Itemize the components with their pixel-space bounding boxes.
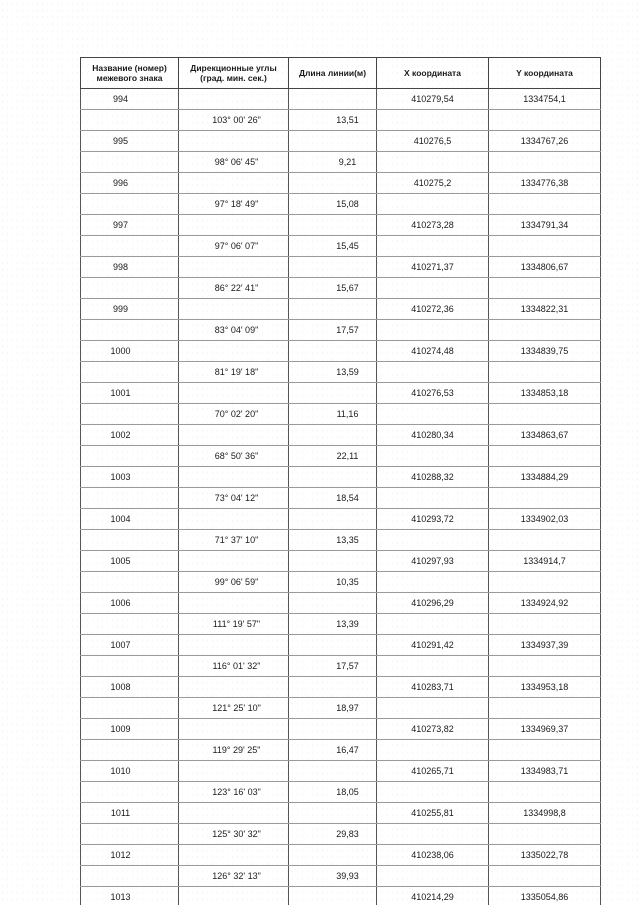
table-row-mark <box>81 257 601 278</box>
mark-name-cell: 1010 <box>81 761 179 782</box>
line-length-cell <box>289 719 377 740</box>
table-row-segment <box>81 278 601 299</box>
table-row-mark <box>81 467 601 488</box>
x-coordinate-cell: 410273,82 <box>377 719 489 740</box>
line-length-cell: 17,57 <box>289 656 377 677</box>
mark-name-cell: 1005 <box>81 551 179 572</box>
table-row-segment <box>81 572 601 593</box>
mark-name-cell: 1004 <box>81 509 179 530</box>
line-length-cell: 15,67 <box>289 278 377 299</box>
x-coordinate-cell <box>377 236 489 257</box>
x-coordinate-cell: 410273,28 <box>377 215 489 236</box>
x-coordinate-cell <box>377 782 489 803</box>
line-length-cell <box>289 593 377 614</box>
direction-angle-cell <box>179 551 289 572</box>
x-coordinate-cell <box>377 572 489 593</box>
x-coordinate-cell <box>377 110 489 131</box>
y-coordinate-cell <box>489 656 601 677</box>
table-row-segment <box>81 236 601 257</box>
table-row-segment <box>81 446 601 467</box>
direction-angle-cell: 126° 32' 13" <box>179 866 289 887</box>
y-coordinate-cell: 1334924,92 <box>489 593 601 614</box>
y-coordinate-cell: 1334884,29 <box>489 467 601 488</box>
table-row-segment <box>81 698 601 719</box>
table-row-mark <box>81 719 601 740</box>
line-length-cell <box>289 425 377 446</box>
coordinates-table <box>80 57 601 905</box>
direction-angle-cell <box>179 257 289 278</box>
table-row-segment <box>81 614 601 635</box>
table-row-mark <box>81 131 601 152</box>
x-coordinate-cell <box>377 488 489 509</box>
y-coordinate-cell: 1334863,67 <box>489 425 601 446</box>
y-coordinate-cell: 1334776,38 <box>489 173 601 194</box>
y-coordinate-cell <box>489 698 601 719</box>
header-line-length: Длина линии(м) <box>289 58 377 89</box>
header-mark-name: Название (номер) межевого знака <box>81 58 179 89</box>
table-row-segment <box>81 824 601 845</box>
table-row-segment <box>81 152 601 173</box>
line-length-cell <box>289 467 377 488</box>
line-length-cell <box>289 89 377 110</box>
x-coordinate-cell <box>377 362 489 383</box>
direction-angle-cell <box>179 131 289 152</box>
table-row-segment <box>81 530 601 551</box>
table-body <box>81 89 601 905</box>
line-length-cell <box>289 383 377 404</box>
direction-angle-cell <box>179 467 289 488</box>
table-row-mark <box>81 89 601 110</box>
line-length-cell <box>289 887 377 905</box>
line-length-cell: 13,39 <box>289 614 377 635</box>
table-row-segment <box>81 404 601 425</box>
line-length-cell: 16,47 <box>289 740 377 761</box>
x-coordinate-cell: 410291,42 <box>377 635 489 656</box>
line-length-cell: 22,11 <box>289 446 377 467</box>
direction-angle-cell: 99° 06' 59" <box>179 572 289 593</box>
mark-name-cell <box>81 824 179 845</box>
direction-angle-cell: 98° 06' 45" <box>179 152 289 173</box>
direction-angle-cell <box>179 845 289 866</box>
direction-angle-cell <box>179 425 289 446</box>
mark-name-cell: 1002 <box>81 425 179 446</box>
table-row-mark <box>81 593 601 614</box>
table-row-segment <box>81 866 601 887</box>
y-coordinate-cell: 1334914,7 <box>489 551 601 572</box>
y-coordinate-cell <box>489 446 601 467</box>
mark-name-cell <box>81 656 179 677</box>
mark-name-cell: 996 <box>81 173 179 194</box>
x-coordinate-cell <box>377 866 489 887</box>
mark-name-cell: 1000 <box>81 341 179 362</box>
mark-name-cell <box>81 488 179 509</box>
table-row-mark <box>81 173 601 194</box>
line-length-cell <box>289 257 377 278</box>
line-length-cell <box>289 173 377 194</box>
x-coordinate-cell: 410271,37 <box>377 257 489 278</box>
line-length-cell <box>289 215 377 236</box>
y-coordinate-cell: 1335022,78 <box>489 845 601 866</box>
line-length-cell: 11,16 <box>289 404 377 425</box>
mark-name-cell: 1007 <box>81 635 179 656</box>
y-coordinate-cell: 1334902,03 <box>489 509 601 530</box>
y-coordinate-cell: 1334953,18 <box>489 677 601 698</box>
mark-name-cell <box>81 740 179 761</box>
direction-angle-cell: 119° 29' 25" <box>179 740 289 761</box>
line-length-cell <box>289 509 377 530</box>
table-row-mark <box>81 509 601 530</box>
direction-angle-cell: 121° 25' 10" <box>179 698 289 719</box>
direction-angle-cell <box>179 299 289 320</box>
line-length-cell: 39,93 <box>289 866 377 887</box>
mark-name-cell <box>81 530 179 551</box>
x-coordinate-cell: 410276,5 <box>377 131 489 152</box>
y-coordinate-cell <box>489 404 601 425</box>
line-length-cell: 13,35 <box>289 530 377 551</box>
x-coordinate-cell: 410238,06 <box>377 845 489 866</box>
mark-name-cell: 1013 <box>81 887 179 905</box>
table-row-segment <box>81 488 601 509</box>
direction-angle-cell <box>179 593 289 614</box>
direction-angle-cell: 81° 19' 18" <box>179 362 289 383</box>
line-length-cell: 18,54 <box>289 488 377 509</box>
line-length-cell <box>289 761 377 782</box>
y-coordinate-cell: 1334806,67 <box>489 257 601 278</box>
line-length-cell <box>289 551 377 572</box>
y-coordinate-cell: 1334937,39 <box>489 635 601 656</box>
mark-name-cell <box>81 194 179 215</box>
table-row-mark <box>81 635 601 656</box>
x-coordinate-cell: 410297,93 <box>377 551 489 572</box>
y-coordinate-cell: 1334754,1 <box>489 89 601 110</box>
table-header-row <box>81 58 601 89</box>
direction-angle-cell <box>179 887 289 905</box>
x-coordinate-cell: 410265,71 <box>377 761 489 782</box>
table-row-mark <box>81 761 601 782</box>
direction-angle-cell: 116° 01' 32" <box>179 656 289 677</box>
table-row-mark <box>81 425 601 446</box>
direction-angle-cell <box>179 215 289 236</box>
table-row-segment <box>81 782 601 803</box>
direction-angle-cell <box>179 677 289 698</box>
mark-name-cell: 1009 <box>81 719 179 740</box>
y-coordinate-cell <box>489 236 601 257</box>
mark-name-cell <box>81 446 179 467</box>
line-length-cell <box>289 803 377 824</box>
mark-name-cell <box>81 362 179 383</box>
y-coordinate-cell <box>489 194 601 215</box>
direction-angle-cell: 86° 22' 41" <box>179 278 289 299</box>
x-coordinate-cell: 410275,2 <box>377 173 489 194</box>
direction-angle-cell: 125° 30' 32" <box>179 824 289 845</box>
header-direction-angle: Дирекционные углы (град. мин. сек.) <box>179 58 289 89</box>
y-coordinate-cell <box>489 278 601 299</box>
x-coordinate-cell: 410293,72 <box>377 509 489 530</box>
line-length-cell: 13,59 <box>289 362 377 383</box>
direction-angle-cell <box>179 761 289 782</box>
table-row-mark <box>81 341 601 362</box>
table-row-segment <box>81 194 601 215</box>
x-coordinate-cell: 410255,81 <box>377 803 489 824</box>
x-coordinate-cell <box>377 656 489 677</box>
direction-angle-cell <box>179 173 289 194</box>
line-length-cell <box>289 341 377 362</box>
x-coordinate-cell <box>377 446 489 467</box>
y-coordinate-cell: 1334998,8 <box>489 803 601 824</box>
y-coordinate-cell: 1334839,75 <box>489 341 601 362</box>
x-coordinate-cell <box>377 698 489 719</box>
line-length-cell <box>289 131 377 152</box>
y-coordinate-cell <box>489 614 601 635</box>
direction-angle-cell <box>179 383 289 404</box>
line-length-cell: 18,05 <box>289 782 377 803</box>
mark-name-cell: 1008 <box>81 677 179 698</box>
table-row-mark <box>81 551 601 572</box>
y-coordinate-cell: 1335054,86 <box>489 887 601 905</box>
direction-angle-cell <box>179 509 289 530</box>
table-row-segment <box>81 656 601 677</box>
mark-name-cell: 997 <box>81 215 179 236</box>
mark-name-cell: 1006 <box>81 593 179 614</box>
direction-angle-cell: 111° 19' 57" <box>179 614 289 635</box>
y-coordinate-cell <box>489 740 601 761</box>
header-x-coordinate: X координата <box>377 58 489 89</box>
x-coordinate-cell: 410276,53 <box>377 383 489 404</box>
table-row-segment <box>81 740 601 761</box>
x-coordinate-cell: 410283,71 <box>377 677 489 698</box>
x-coordinate-cell <box>377 278 489 299</box>
y-coordinate-cell <box>489 152 601 173</box>
mark-name-cell: 994 <box>81 89 179 110</box>
direction-angle-cell: 97° 18' 49" <box>179 194 289 215</box>
y-coordinate-cell: 1334969,37 <box>489 719 601 740</box>
x-coordinate-cell: 410280,34 <box>377 425 489 446</box>
x-coordinate-cell: 410214,29 <box>377 887 489 905</box>
x-coordinate-cell: 410272,36 <box>377 299 489 320</box>
mark-name-cell <box>81 866 179 887</box>
x-coordinate-cell: 410279,54 <box>377 89 489 110</box>
x-coordinate-cell <box>377 614 489 635</box>
x-coordinate-cell <box>377 152 489 173</box>
y-coordinate-cell: 1334853,18 <box>489 383 601 404</box>
direction-angle-cell: 71° 37' 10" <box>179 530 289 551</box>
direction-angle-cell: 123° 16' 03" <box>179 782 289 803</box>
direction-angle-cell: 83° 04' 09" <box>179 320 289 341</box>
mark-name-cell <box>81 782 179 803</box>
direction-angle-cell <box>179 719 289 740</box>
x-coordinate-cell: 410274,48 <box>377 341 489 362</box>
table-row-mark <box>81 299 601 320</box>
mark-name-cell <box>81 152 179 173</box>
direction-angle-cell <box>179 635 289 656</box>
y-coordinate-cell <box>489 530 601 551</box>
x-coordinate-cell <box>377 824 489 845</box>
line-length-cell <box>289 299 377 320</box>
line-length-cell: 13,51 <box>289 110 377 131</box>
y-coordinate-cell <box>489 488 601 509</box>
y-coordinate-cell: 1334822,31 <box>489 299 601 320</box>
mark-name-cell <box>81 404 179 425</box>
y-coordinate-cell <box>489 824 601 845</box>
mark-name-cell: 1011 <box>81 803 179 824</box>
direction-angle-cell <box>179 89 289 110</box>
table-row-segment <box>81 110 601 131</box>
y-coordinate-cell: 1334791,34 <box>489 215 601 236</box>
y-coordinate-cell <box>489 572 601 593</box>
table-row-segment <box>81 320 601 341</box>
x-coordinate-cell <box>377 530 489 551</box>
direction-angle-cell: 97° 06' 07" <box>179 236 289 257</box>
mark-name-cell <box>81 698 179 719</box>
x-coordinate-cell <box>377 740 489 761</box>
direction-angle-cell: 73° 04' 12" <box>179 488 289 509</box>
line-length-cell <box>289 845 377 866</box>
mark-name-cell <box>81 572 179 593</box>
mark-name-cell <box>81 320 179 341</box>
table-row-mark <box>81 803 601 824</box>
table-row-mark <box>81 383 601 404</box>
x-coordinate-cell <box>377 320 489 341</box>
y-coordinate-cell <box>489 362 601 383</box>
table-row-mark <box>81 887 601 905</box>
y-coordinate-cell: 1334983,71 <box>489 761 601 782</box>
direction-angle-cell: 103° 00' 26" <box>179 110 289 131</box>
y-coordinate-cell <box>489 866 601 887</box>
direction-angle-cell <box>179 341 289 362</box>
line-length-cell: 9,21 <box>289 152 377 173</box>
y-coordinate-cell <box>489 110 601 131</box>
mark-name-cell <box>81 110 179 131</box>
line-length-cell: 29,83 <box>289 824 377 845</box>
mark-name-cell: 995 <box>81 131 179 152</box>
table-row-segment <box>81 362 601 383</box>
line-length-cell <box>289 677 377 698</box>
mark-name-cell <box>81 278 179 299</box>
mark-name-cell <box>81 614 179 635</box>
y-coordinate-cell <box>489 320 601 341</box>
line-length-cell: 15,45 <box>289 236 377 257</box>
header-y-coordinate: Y координата <box>489 58 601 89</box>
x-coordinate-cell: 410288,32 <box>377 467 489 488</box>
mark-name-cell <box>81 236 179 257</box>
mark-name-cell: 1012 <box>81 845 179 866</box>
y-coordinate-cell: 1334767,26 <box>489 131 601 152</box>
mark-name-cell: 1001 <box>81 383 179 404</box>
table-row-mark <box>81 845 601 866</box>
direction-angle-cell <box>179 803 289 824</box>
direction-angle-cell: 70° 02' 20" <box>179 404 289 425</box>
direction-angle-cell: 68° 50' 36" <box>179 446 289 467</box>
mark-name-cell: 998 <box>81 257 179 278</box>
x-coordinate-cell <box>377 404 489 425</box>
line-length-cell: 18,97 <box>289 698 377 719</box>
line-length-cell: 10,35 <box>289 572 377 593</box>
line-length-cell: 15,08 <box>289 194 377 215</box>
mark-name-cell: 999 <box>81 299 179 320</box>
line-length-cell <box>289 635 377 656</box>
y-coordinate-cell <box>489 782 601 803</box>
table-row-mark <box>81 677 601 698</box>
x-coordinate-cell: 410296,29 <box>377 593 489 614</box>
line-length-cell: 17,57 <box>289 320 377 341</box>
mark-name-cell: 1003 <box>81 467 179 488</box>
x-coordinate-cell <box>377 194 489 215</box>
table-row-mark <box>81 215 601 236</box>
